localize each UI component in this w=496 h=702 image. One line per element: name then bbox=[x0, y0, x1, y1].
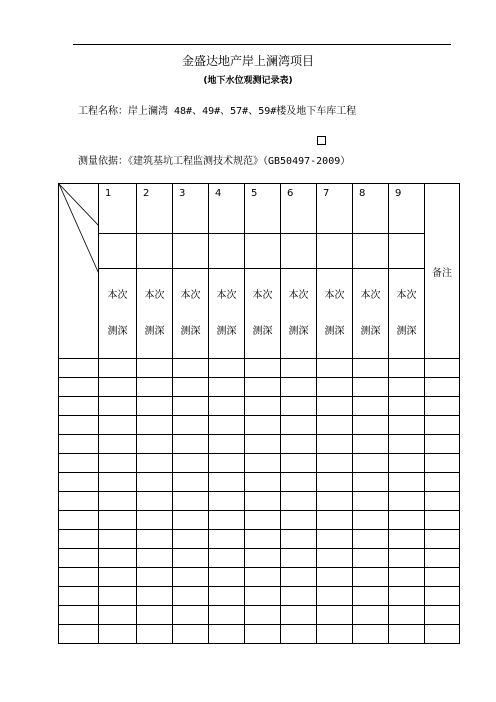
table-cell[interactable] bbox=[209, 473, 245, 492]
table-cell[interactable] bbox=[425, 568, 460, 587]
table-cell[interactable] bbox=[317, 473, 353, 492]
table-cell[interactable] bbox=[99, 568, 137, 587]
depth-label bbox=[209, 269, 245, 359]
blank-cell[interactable] bbox=[245, 234, 281, 269]
depth-label bbox=[137, 269, 173, 359]
table-cell[interactable] bbox=[59, 549, 99, 568]
table-cell[interactable] bbox=[173, 549, 209, 568]
table-cell[interactable] bbox=[245, 435, 281, 454]
table-cell[interactable] bbox=[389, 530, 425, 549]
table-cell[interactable] bbox=[99, 511, 137, 530]
blank-cell[interactable] bbox=[137, 234, 173, 269]
table-cell[interactable] bbox=[425, 549, 460, 568]
table-cell[interactable] bbox=[281, 359, 317, 378]
blank-cell[interactable] bbox=[317, 234, 353, 269]
table-cell[interactable] bbox=[389, 625, 425, 644]
table-cell[interactable] bbox=[281, 378, 317, 397]
table-row bbox=[59, 511, 460, 530]
point-number-row bbox=[59, 184, 460, 234]
header-rule bbox=[73, 44, 451, 45]
table-cell[interactable] bbox=[137, 549, 173, 568]
table-cell[interactable] bbox=[209, 625, 245, 644]
table-cell[interactable] bbox=[389, 492, 425, 511]
table-cell[interactable] bbox=[245, 359, 281, 378]
table-cell[interactable] bbox=[59, 473, 99, 492]
table-cell[interactable] bbox=[389, 568, 425, 587]
table-cell[interactable] bbox=[59, 606, 99, 625]
table-cell[interactable] bbox=[209, 454, 245, 473]
table-cell[interactable] bbox=[281, 416, 317, 435]
point-number: 6 bbox=[281, 184, 317, 234]
depth-label-line2: 测深 bbox=[107, 325, 128, 337]
depth-label-line2: 测深 bbox=[252, 325, 273, 337]
table-cell[interactable] bbox=[209, 568, 245, 587]
table-cell[interactable] bbox=[425, 511, 460, 530]
table-row bbox=[59, 625, 460, 644]
table-cell[interactable] bbox=[353, 511, 389, 530]
table-cell[interactable] bbox=[173, 606, 209, 625]
table-cell[interactable] bbox=[281, 435, 317, 454]
checkbox[interactable] bbox=[317, 136, 326, 145]
depth-label-line2: 测深 bbox=[396, 325, 417, 337]
table-cell[interactable] bbox=[317, 549, 353, 568]
table-cell[interactable] bbox=[245, 397, 281, 416]
table-cell[interactable] bbox=[99, 454, 137, 473]
table-cell[interactable] bbox=[209, 397, 245, 416]
table-row bbox=[59, 435, 460, 454]
table-cell[interactable] bbox=[99, 378, 137, 397]
depth-label-line1: 本次 bbox=[216, 289, 237, 301]
blank-cell[interactable] bbox=[209, 234, 245, 269]
table-cell[interactable] bbox=[59, 378, 99, 397]
table-cell[interactable] bbox=[281, 397, 317, 416]
depth-label-line1: 本次 bbox=[324, 289, 345, 301]
table-cell[interactable] bbox=[173, 454, 209, 473]
table-cell[interactable] bbox=[389, 511, 425, 530]
table-cell[interactable] bbox=[389, 473, 425, 492]
point-number: 1 bbox=[99, 184, 137, 234]
table-cell[interactable] bbox=[425, 492, 460, 511]
table-cell[interactable] bbox=[209, 549, 245, 568]
depth-label-line1: 本次 bbox=[360, 289, 381, 301]
table-cell[interactable] bbox=[425, 435, 460, 454]
table-cell[interactable] bbox=[317, 359, 353, 378]
table-cell[interactable] bbox=[317, 606, 353, 625]
table-row bbox=[59, 587, 460, 606]
table-cell[interactable] bbox=[281, 492, 317, 511]
table-row bbox=[59, 416, 460, 435]
table-row bbox=[59, 378, 460, 397]
table-cell[interactable] bbox=[353, 359, 389, 378]
table-cell[interactable] bbox=[425, 454, 460, 473]
table-cell[interactable] bbox=[99, 397, 137, 416]
table-cell[interactable] bbox=[173, 378, 209, 397]
table-cell[interactable] bbox=[137, 397, 173, 416]
depth-label-line2: 测深 bbox=[288, 325, 309, 337]
table-row bbox=[59, 606, 460, 625]
depth-label bbox=[281, 269, 317, 359]
table-cell[interactable] bbox=[389, 378, 425, 397]
depth-label-row bbox=[59, 269, 460, 359]
table-cell[interactable] bbox=[137, 530, 173, 549]
blank-cell[interactable] bbox=[353, 234, 389, 269]
table-cell[interactable] bbox=[317, 511, 353, 530]
table-row bbox=[59, 359, 460, 378]
table-cell[interactable] bbox=[425, 587, 460, 606]
table-cell[interactable] bbox=[245, 549, 281, 568]
table-cell[interactable] bbox=[245, 473, 281, 492]
table-cell[interactable] bbox=[59, 454, 99, 473]
table-row bbox=[59, 454, 460, 473]
depth-label-line2: 测深 bbox=[324, 325, 345, 337]
table-row bbox=[59, 397, 460, 416]
table-cell[interactable] bbox=[99, 587, 137, 606]
table-cell[interactable] bbox=[209, 359, 245, 378]
depth-label bbox=[317, 269, 353, 359]
table-cell[interactable] bbox=[173, 416, 209, 435]
table-cell[interactable] bbox=[173, 568, 209, 587]
table-cell[interactable] bbox=[99, 530, 137, 549]
table-cell[interactable] bbox=[209, 378, 245, 397]
table-cell[interactable] bbox=[209, 606, 245, 625]
table-cell[interactable] bbox=[137, 416, 173, 435]
point-number: 8 bbox=[353, 184, 389, 234]
table-cell[interactable] bbox=[59, 530, 99, 549]
blank-cell[interactable] bbox=[281, 234, 317, 269]
table-cell[interactable] bbox=[173, 511, 209, 530]
table-cell[interactable] bbox=[245, 416, 281, 435]
table-cell[interactable] bbox=[425, 359, 460, 378]
table-cell[interactable] bbox=[353, 587, 389, 606]
company-title: 金盛达地产岸上澜湾项目 bbox=[181, 54, 314, 68]
table-cell[interactable] bbox=[245, 530, 281, 549]
depth-label-line1: 本次 bbox=[288, 289, 309, 301]
table-cell[interactable] bbox=[425, 530, 460, 549]
point-number: 5 bbox=[245, 184, 281, 234]
table-cell[interactable] bbox=[245, 492, 281, 511]
table-cell[interactable] bbox=[59, 568, 99, 587]
table-cell[interactable] bbox=[425, 625, 460, 644]
diagonal-lines bbox=[59, 184, 99, 359]
table-cell[interactable] bbox=[59, 435, 99, 454]
table-cell[interactable] bbox=[281, 511, 317, 530]
table-cell[interactable] bbox=[99, 606, 137, 625]
table-cell[interactable] bbox=[281, 549, 317, 568]
table-cell[interactable] bbox=[317, 625, 353, 644]
table-cell[interactable] bbox=[137, 568, 173, 587]
table-cell[interactable] bbox=[173, 492, 209, 511]
table-cell[interactable] bbox=[99, 416, 137, 435]
point-number: 7 bbox=[317, 184, 353, 234]
table-cell[interactable] bbox=[99, 625, 137, 644]
table-cell[interactable] bbox=[137, 454, 173, 473]
table-cell[interactable] bbox=[353, 530, 389, 549]
table-cell[interactable] bbox=[245, 625, 281, 644]
table-cell[interactable] bbox=[245, 378, 281, 397]
table-cell[interactable] bbox=[99, 359, 137, 378]
table-cell[interactable] bbox=[59, 359, 99, 378]
table-cell[interactable] bbox=[59, 416, 99, 435]
groundwater-record-table bbox=[58, 183, 460, 644]
point-number: 4 bbox=[209, 184, 245, 234]
depth-label bbox=[389, 269, 425, 359]
measurement-basis-line: 测量依据：《建筑基坑工程监测技术规范》（GB50497-2009） bbox=[78, 156, 351, 167]
table-cell[interactable] bbox=[137, 492, 173, 511]
depth-label-line2: 测深 bbox=[216, 325, 237, 337]
table-cell[interactable] bbox=[389, 397, 425, 416]
table-cell[interactable] bbox=[59, 511, 99, 530]
table-cell[interactable] bbox=[59, 492, 99, 511]
table-cell[interactable] bbox=[245, 454, 281, 473]
depth-label-line2: 测深 bbox=[360, 325, 381, 337]
table-cell[interactable] bbox=[173, 435, 209, 454]
table-cell[interactable] bbox=[317, 587, 353, 606]
table-cell[interactable] bbox=[281, 625, 317, 644]
table-cell[interactable] bbox=[137, 606, 173, 625]
blank-cell[interactable] bbox=[99, 234, 137, 269]
depth-label-line1: 本次 bbox=[144, 289, 165, 301]
table-cell[interactable] bbox=[99, 435, 137, 454]
table-row bbox=[59, 568, 460, 587]
table-cell[interactable] bbox=[59, 397, 99, 416]
table-cell[interactable] bbox=[353, 625, 389, 644]
table-cell[interactable] bbox=[281, 530, 317, 549]
table-cell[interactable] bbox=[173, 473, 209, 492]
table-cell[interactable] bbox=[173, 625, 209, 644]
table-cell[interactable] bbox=[59, 625, 99, 644]
table-row bbox=[59, 473, 460, 492]
table-cell[interactable] bbox=[137, 511, 173, 530]
table-cell[interactable] bbox=[209, 511, 245, 530]
table-cell[interactable] bbox=[173, 530, 209, 549]
table-cell[interactable] bbox=[281, 606, 317, 625]
table-cell[interactable] bbox=[425, 473, 460, 492]
table-cell[interactable] bbox=[281, 587, 317, 606]
table-cell[interactable] bbox=[173, 397, 209, 416]
table-cell[interactable] bbox=[209, 530, 245, 549]
table-cell[interactable] bbox=[137, 378, 173, 397]
point-number: 9 bbox=[389, 184, 425, 234]
table-cell[interactable] bbox=[99, 549, 137, 568]
table-cell[interactable] bbox=[317, 530, 353, 549]
table-cell[interactable] bbox=[99, 492, 137, 511]
table-cell[interactable] bbox=[281, 473, 317, 492]
remark-header: 备注 bbox=[425, 184, 460, 359]
table-cell[interactable] bbox=[425, 378, 460, 397]
depth-label-line1: 本次 bbox=[107, 289, 128, 301]
table-cell[interactable] bbox=[245, 511, 281, 530]
table-cell[interactable] bbox=[59, 587, 99, 606]
table-cell[interactable] bbox=[317, 378, 353, 397]
depth-label-line2: 测深 bbox=[144, 325, 165, 337]
table-cell[interactable] bbox=[389, 454, 425, 473]
table-cell[interactable] bbox=[353, 473, 389, 492]
table-cell[interactable] bbox=[137, 625, 173, 644]
project-name-line: 工程名称：岸上澜湾 48#、49#、57#、59#楼及地下车库工程 bbox=[78, 106, 357, 117]
table-cell[interactable] bbox=[425, 416, 460, 435]
table-cell[interactable] bbox=[209, 416, 245, 435]
table-cell[interactable] bbox=[317, 492, 353, 511]
blank-cell[interactable] bbox=[173, 234, 209, 269]
table-cell[interactable] bbox=[281, 568, 317, 587]
table-cell[interactable] bbox=[209, 492, 245, 511]
diagonal-header-cell bbox=[59, 184, 99, 359]
form-subtitle: (地下水位观测记录表) bbox=[203, 76, 293, 86]
depth-label bbox=[173, 269, 209, 359]
table-cell[interactable] bbox=[353, 568, 389, 587]
depth-label-line1: 本次 bbox=[396, 289, 417, 301]
table-cell[interactable] bbox=[389, 435, 425, 454]
table-cell[interactable] bbox=[389, 549, 425, 568]
table-cell[interactable] bbox=[353, 435, 389, 454]
blank-value-row bbox=[59, 234, 460, 269]
table-row bbox=[59, 492, 460, 511]
table-cell[interactable] bbox=[353, 378, 389, 397]
depth-label bbox=[353, 269, 389, 359]
table-cell[interactable] bbox=[317, 568, 353, 587]
table-cell[interactable] bbox=[281, 454, 317, 473]
table-cell[interactable] bbox=[245, 606, 281, 625]
table-cell[interactable] bbox=[353, 397, 389, 416]
depth-label bbox=[245, 269, 281, 359]
table-cell[interactable] bbox=[353, 416, 389, 435]
table-cell[interactable] bbox=[353, 606, 389, 625]
depth-label bbox=[99, 269, 137, 359]
table-cell[interactable] bbox=[99, 473, 137, 492]
table-cell[interactable] bbox=[425, 397, 460, 416]
depth-label-line1: 本次 bbox=[252, 289, 273, 301]
table-cell[interactable] bbox=[317, 435, 353, 454]
depth-label-line2: 测深 bbox=[180, 325, 201, 337]
table-cell[interactable] bbox=[209, 587, 245, 606]
table-cell[interactable] bbox=[317, 416, 353, 435]
table-cell[interactable] bbox=[353, 549, 389, 568]
table-cell[interactable] bbox=[389, 416, 425, 435]
table-cell[interactable] bbox=[137, 473, 173, 492]
table-cell[interactable] bbox=[425, 606, 460, 625]
table-cell[interactable] bbox=[137, 587, 173, 606]
table-cell[interactable] bbox=[353, 492, 389, 511]
point-number: 2 bbox=[137, 184, 173, 234]
depth-label-line1: 本次 bbox=[180, 289, 201, 301]
point-number: 3 bbox=[173, 184, 209, 234]
table-row bbox=[59, 549, 460, 568]
table-cell[interactable] bbox=[317, 454, 353, 473]
table-cell[interactable] bbox=[173, 359, 209, 378]
table-cell[interactable] bbox=[389, 606, 425, 625]
table-cell[interactable] bbox=[389, 587, 425, 606]
table-cell[interactable] bbox=[209, 435, 245, 454]
blank-cell[interactable] bbox=[389, 234, 425, 269]
table-cell[interactable] bbox=[245, 587, 281, 606]
table-cell[interactable] bbox=[137, 435, 173, 454]
table-cell[interactable] bbox=[245, 568, 281, 587]
table-row bbox=[59, 530, 460, 549]
table-cell[interactable] bbox=[137, 359, 173, 378]
table-cell[interactable] bbox=[173, 587, 209, 606]
table-cell[interactable] bbox=[389, 359, 425, 378]
table-cell[interactable] bbox=[317, 397, 353, 416]
table-cell[interactable] bbox=[353, 454, 389, 473]
